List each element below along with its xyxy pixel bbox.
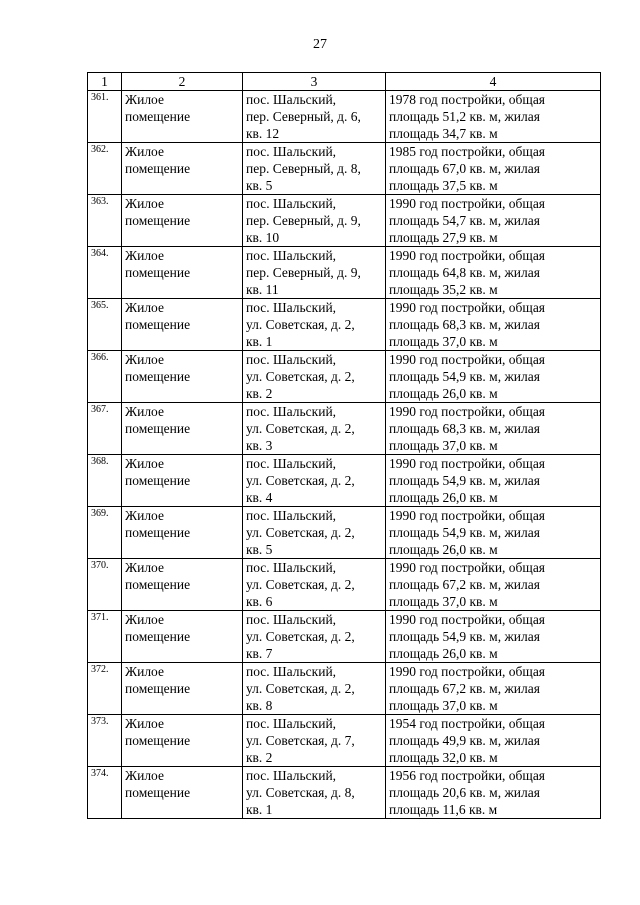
description-line: площадь 64,8 кв. м, жилая: [389, 265, 540, 280]
object-name-line: помещение: [125, 213, 191, 228]
description-line: площадь 37,5 кв. м: [389, 178, 498, 193]
object-name-cell: [122, 507, 243, 559]
row-number-cell: 362.: [88, 143, 122, 195]
address-line: ул. Советская, д. 2,: [246, 317, 355, 332]
row-number-cell: 363.: [88, 195, 122, 247]
description-line: 1990 год постройки, общая: [389, 612, 546, 627]
description-line: площадь 49,9 кв. м, жилая: [389, 733, 540, 748]
row-number-cell: 373.: [88, 715, 122, 767]
table-row: [88, 767, 601, 819]
table-row: [88, 715, 601, 767]
address-cell: [243, 455, 386, 507]
property-table: [87, 72, 601, 819]
object-name-line: Жилое: [125, 508, 164, 523]
object-name-line: помещение: [125, 421, 191, 436]
address-line: пос. Шальский,: [246, 352, 337, 367]
object-name-line: помещение: [125, 733, 191, 748]
header-cell-4: 4: [386, 73, 601, 91]
description-line: площадь 54,9 кв. м, жилая: [389, 525, 540, 540]
address-line: кв. 4: [246, 490, 273, 505]
address-line: кв. 8: [246, 698, 273, 713]
address-line: пос. Шальский,: [246, 144, 337, 159]
description-line: 1990 год постройки, общая: [389, 196, 546, 211]
description-cell: [386, 455, 601, 507]
object-name-line: помещение: [125, 473, 191, 488]
object-name-cell: [122, 299, 243, 351]
table-row: [88, 195, 601, 247]
table-header-row: [88, 73, 601, 91]
object-name-line: Жилое: [125, 248, 164, 263]
table-row: [88, 663, 601, 715]
object-name-line: Жилое: [125, 352, 164, 367]
address-line: кв. 5: [246, 542, 273, 557]
table-row: [88, 455, 601, 507]
row-number-cell: 372.: [88, 663, 122, 715]
description-line: площадь 37,0 кв. м: [389, 334, 498, 349]
description-cell: [386, 143, 601, 195]
description-cell: [386, 507, 601, 559]
address-cell: [243, 611, 386, 663]
address-line: кв. 1: [246, 334, 273, 349]
description-line: площадь 54,7 кв. м, жилая: [389, 213, 540, 228]
description-line: 1990 год постройки, общая: [389, 560, 546, 575]
address-line: пос. Шальский,: [246, 560, 337, 575]
address-line: ул. Советская, д. 7,: [246, 733, 355, 748]
object-name-line: помещение: [125, 525, 191, 540]
object-name-cell: [122, 403, 243, 455]
table-row: [88, 507, 601, 559]
description-cell: [386, 351, 601, 403]
address-line: ул. Советская, д. 2,: [246, 629, 355, 644]
address-line: кв. 2: [246, 386, 273, 401]
description-line: площадь 68,3 кв. м, жилая: [389, 421, 540, 436]
address-line: пос. Шальский,: [246, 456, 337, 471]
description-cell: [386, 663, 601, 715]
description-line: площадь 26,0 кв. м: [389, 542, 498, 557]
address-cell: [243, 351, 386, 403]
address-line: пер. Северный, д. 6,: [246, 109, 361, 124]
description-line: 1990 год постройки, общая: [389, 508, 546, 523]
description-cell: [386, 559, 601, 611]
address-line: пос. Шальский,: [246, 664, 337, 679]
address-line: пос. Шальский,: [246, 300, 337, 315]
address-line: пер. Северный, д. 8,: [246, 161, 361, 176]
object-name-line: помещение: [125, 369, 191, 384]
address-line: кв. 7: [246, 646, 273, 661]
address-line: пос. Шальский,: [246, 768, 337, 783]
address-line: кв. 1: [246, 802, 273, 817]
address-cell: [243, 559, 386, 611]
description-cell: [386, 91, 601, 143]
description-line: площадь 35,2 кв. м: [389, 282, 498, 297]
object-name-line: помещение: [125, 785, 191, 800]
table-row: [88, 611, 601, 663]
description-line: площадь 37,0 кв. м: [389, 698, 498, 713]
description-line: площадь 54,9 кв. м, жилая: [389, 629, 540, 644]
object-name-cell: [122, 143, 243, 195]
description-line: площадь 32,0 кв. м: [389, 750, 498, 765]
description-line: 1990 год постройки, общая: [389, 352, 546, 367]
object-name-cell: [122, 715, 243, 767]
address-line: пос. Шальский,: [246, 196, 337, 211]
description-line: площадь 37,0 кв. м: [389, 594, 498, 609]
address-line: пос. Шальский,: [246, 612, 337, 627]
address-line: ул. Советская, д. 8,: [246, 785, 355, 800]
description-line: 1990 год постройки, общая: [389, 404, 546, 419]
description-line: площадь 11,6 кв. м: [389, 802, 498, 817]
object-name-line: помещение: [125, 577, 191, 592]
description-line: 1990 год постройки, общая: [389, 456, 546, 471]
object-name-line: Жилое: [125, 716, 164, 731]
object-name-line: помещение: [125, 161, 191, 176]
row-number-cell: 370.: [88, 559, 122, 611]
table-row: [88, 403, 601, 455]
description-line: площадь 26,0 кв. м: [389, 386, 498, 401]
object-name-cell: [122, 351, 243, 403]
address-line: ул. Советская, д. 2,: [246, 369, 355, 384]
address-line: пер. Северный, д. 9,: [246, 265, 361, 280]
address-line: пос. Шальский,: [246, 716, 337, 731]
row-number-cell: 366.: [88, 351, 122, 403]
description-line: площадь 34,7 кв. м: [389, 126, 498, 141]
address-line: ул. Советская, д. 2,: [246, 577, 355, 592]
address-cell: [243, 299, 386, 351]
address-line: кв. 5: [246, 178, 273, 193]
description-cell: [386, 715, 601, 767]
address-line: кв. 3: [246, 438, 273, 453]
object-name-line: Жилое: [125, 560, 164, 575]
object-name-line: Жилое: [125, 612, 164, 627]
object-name-cell: [122, 91, 243, 143]
description-line: площадь 54,9 кв. м, жилая: [389, 369, 540, 384]
address-line: пер. Северный, д. 9,: [246, 213, 361, 228]
object-name-cell: [122, 455, 243, 507]
address-line: ул. Советская, д. 2,: [246, 421, 355, 436]
description-cell: [386, 195, 601, 247]
address-line: пос. Шальский,: [246, 404, 337, 419]
address-cell: [243, 715, 386, 767]
object-name-line: Жилое: [125, 768, 164, 783]
description-cell: [386, 247, 601, 299]
object-name-line: помещение: [125, 109, 191, 124]
description-line: площадь 67,2 кв. м, жилая: [389, 681, 540, 696]
address-line: пос. Шальский,: [246, 92, 337, 107]
table-row: [88, 91, 601, 143]
table-row: [88, 559, 601, 611]
address-cell: [243, 767, 386, 819]
object-name-cell: [122, 767, 243, 819]
description-line: площадь 26,0 кв. м: [389, 490, 498, 505]
table-row: [88, 143, 601, 195]
address-line: ул. Советская, д. 2,: [246, 681, 355, 696]
description-line: 1954 год постройки, общая: [389, 716, 546, 731]
row-number-cell: 367.: [88, 403, 122, 455]
description-line: 1990 год постройки, общая: [389, 664, 546, 679]
row-number-cell: 374.: [88, 767, 122, 819]
address-cell: [243, 247, 386, 299]
description-line: 1985 год постройки, общая: [389, 144, 546, 159]
row-number-cell: 361.: [88, 91, 122, 143]
object-name-line: Жилое: [125, 300, 164, 315]
header-cell-2: 2: [122, 73, 243, 91]
description-line: площадь 54,9 кв. м, жилая: [389, 473, 540, 488]
address-line: кв. 12: [246, 126, 280, 141]
description-line: 1990 год постройки, общая: [389, 248, 546, 263]
object-name-line: Жилое: [125, 144, 164, 159]
address-line: пос. Шальский,: [246, 508, 337, 523]
description-line: 1990 год постройки, общая: [389, 300, 546, 315]
address-line: кв. 2: [246, 750, 273, 765]
description-cell: [386, 767, 601, 819]
description-line: площадь 67,2 кв. м, жилая: [389, 577, 540, 592]
description-line: 1956 год постройки, общая: [389, 768, 546, 783]
address-line: пос. Шальский,: [246, 248, 337, 263]
description-line: площадь 27,9 кв. м: [389, 230, 498, 245]
object-name-cell: [122, 247, 243, 299]
header-cell-1: 1: [88, 73, 122, 91]
row-number-cell: 364.: [88, 247, 122, 299]
table-row: [88, 351, 601, 403]
table-row: [88, 247, 601, 299]
row-number-cell: 369.: [88, 507, 122, 559]
address-line: кв. 10: [246, 230, 280, 245]
address-cell: [243, 507, 386, 559]
address-cell: [243, 663, 386, 715]
object-name-cell: [122, 663, 243, 715]
object-name-line: Жилое: [125, 456, 164, 471]
row-number-cell: 365.: [88, 299, 122, 351]
address-line: ул. Советская, д. 2,: [246, 525, 355, 540]
description-line: 1978 год постройки, общая: [389, 92, 546, 107]
description-line: площадь 68,3 кв. м, жилая: [389, 317, 540, 332]
row-number-cell: 371.: [88, 611, 122, 663]
object-name-line: Жилое: [125, 404, 164, 419]
address-line: кв. 6: [246, 594, 273, 609]
description-line: площадь 51,2 кв. м, жилая: [389, 109, 540, 124]
address-cell: [243, 143, 386, 195]
address-cell: [243, 91, 386, 143]
object-name-line: помещение: [125, 629, 191, 644]
object-name-cell: [122, 195, 243, 247]
object-name-line: помещение: [125, 681, 191, 696]
table-row: [88, 299, 601, 351]
description-cell: [386, 403, 601, 455]
object-name-cell: [122, 611, 243, 663]
object-name-cell: [122, 559, 243, 611]
object-name-line: помещение: [125, 265, 191, 280]
address-line: ул. Советская, д. 2,: [246, 473, 355, 488]
row-number-cell: 368.: [88, 455, 122, 507]
header-cell-3: 3: [243, 73, 386, 91]
address-cell: [243, 195, 386, 247]
object-name-line: Жилое: [125, 664, 164, 679]
description-line: площадь 20,6 кв. м, жилая: [389, 785, 540, 800]
address-cell: [243, 403, 386, 455]
description-line: площадь 67,0 кв. м, жилая: [389, 161, 540, 176]
object-name-line: Жилое: [125, 196, 164, 211]
page-number: 27: [313, 37, 327, 52]
object-name-line: Жилое: [125, 92, 164, 107]
description-line: площадь 37,0 кв. м: [389, 438, 498, 453]
description-cell: [386, 611, 601, 663]
object-name-line: помещение: [125, 317, 191, 332]
description-cell: [386, 299, 601, 351]
description-line: площадь 26,0 кв. м: [389, 646, 498, 661]
address-line: кв. 11: [246, 282, 279, 297]
